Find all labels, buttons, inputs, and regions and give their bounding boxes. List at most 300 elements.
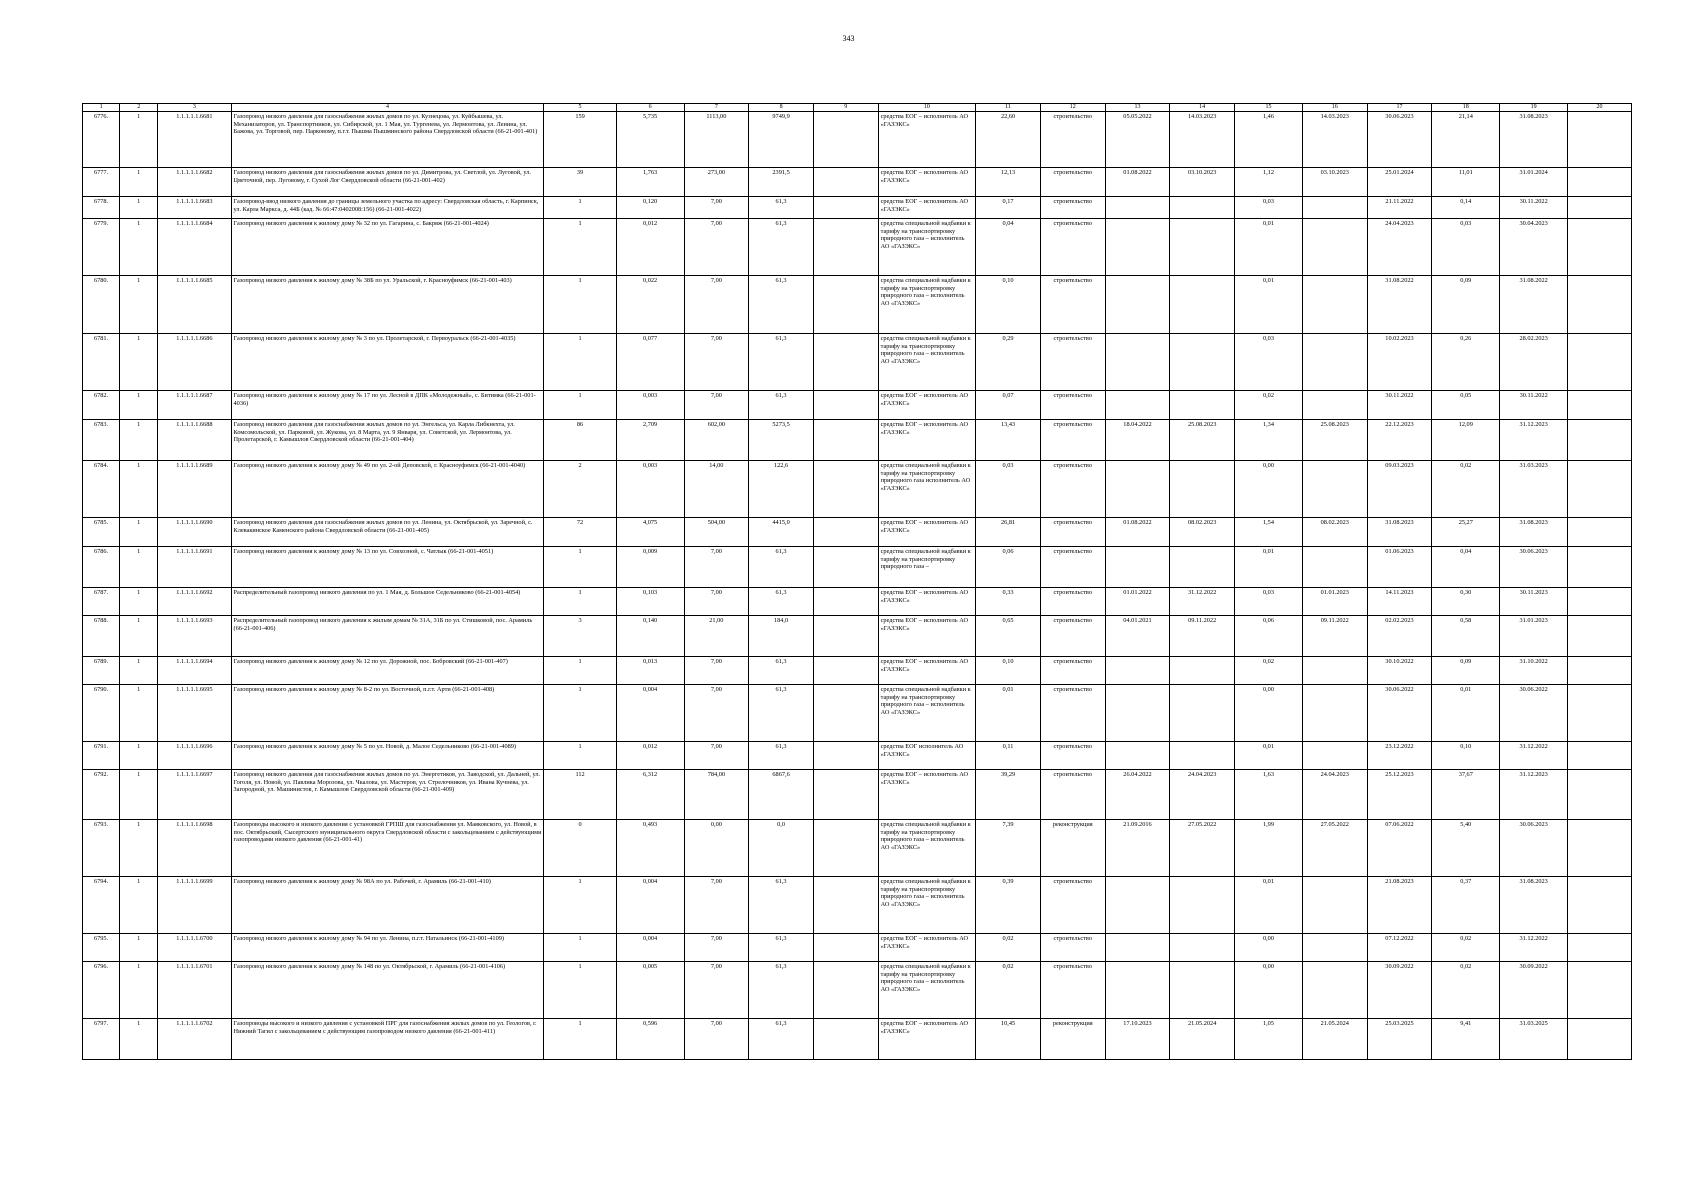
table-cell: 1.1.1.1.1.6692: [158, 588, 231, 616]
table-cell: 0,02: [1235, 391, 1303, 420]
table-cell: 0,022: [616, 276, 684, 334]
table-cell: 6794.: [83, 877, 120, 934]
table-cell: [1568, 588, 1632, 616]
table-cell: 39: [544, 168, 616, 197]
column-number: 4: [231, 104, 544, 112]
table-cell: 30.06.2023: [1367, 112, 1432, 168]
table-cell: строительство: [1040, 391, 1105, 420]
table-cell: 31.01.2024: [1500, 168, 1568, 197]
table-cell: 11,01: [1432, 168, 1500, 197]
table-cell: Газопровод низкого давления к жилому дому № 13 по ул. Совхозной, с. Чатлык (66-21-001-4051): [231, 547, 544, 588]
table-cell: 31.08.2023: [1367, 518, 1432, 547]
table-cell: 0,004: [616, 877, 684, 934]
column-number: 11: [976, 104, 1041, 112]
table-cell: 6792.: [83, 770, 120, 820]
table-cell: 1.1.1.1.1.6697: [158, 770, 231, 820]
table-cell: 09.03.2023: [1367, 461, 1432, 518]
table-cell: 1: [544, 877, 616, 934]
table-cell: 1.1.1.1.1.6693: [158, 616, 231, 657]
table-cell: 0,01: [1235, 742, 1303, 770]
table-cell: 24.04.2023: [1302, 770, 1367, 820]
table-cell: [1105, 391, 1170, 420]
table-cell: [1302, 547, 1367, 588]
table-cell: 0,03: [976, 461, 1041, 518]
table-cell: [813, 168, 878, 197]
table-cell: средства специальной надбавки к тарифу на транспортировку природного газа – исполнитель АО «ГАЗЭКС»: [878, 877, 976, 934]
table-cell: средства специальной надбавки к тарифу на транспортировку природного газа – исполнитель АО «ГАЗЭКС»: [878, 685, 976, 742]
table-cell: [1170, 962, 1235, 1019]
table-cell: 0,14: [1432, 197, 1500, 219]
table-cell: 24.04.2023: [1170, 770, 1235, 820]
table-cell: 1: [544, 588, 616, 616]
table-cell: 6793.: [83, 820, 120, 877]
table-cell: [1568, 616, 1632, 657]
table-row: [83, 518, 1632, 547]
table-cell: 26,81: [976, 518, 1041, 547]
table-cell: 5,40: [1432, 820, 1500, 877]
table-cell: [1568, 197, 1632, 219]
table-cell: Газопровод низкого давления к жилому дому № 12 по ул. Дорожной, пос. Бобровский (66-21-001-407): [231, 657, 544, 685]
table-cell: средства ЕОГ – исполнитель АО «ГАЗЭКС»: [878, 197, 976, 219]
table-cell: [813, 588, 878, 616]
table-cell: 1,763: [616, 168, 684, 197]
table-cell: строительство: [1040, 420, 1105, 461]
table-cell: [1170, 742, 1235, 770]
table-cell: Газопровод низкого давления к жилому дому № 32 по ул. Гагарина, с. Бакряж (66-21-001-4024): [231, 219, 544, 276]
table-cell: [1302, 742, 1367, 770]
table-cell: [813, 420, 878, 461]
table-cell: 6783.: [83, 420, 120, 461]
table-cell: 6782.: [83, 391, 120, 420]
table-cell: 1,54: [1235, 518, 1303, 547]
table-cell: 6,312: [616, 770, 684, 820]
table-cell: 14,00: [684, 461, 749, 518]
table-cell: [1568, 877, 1632, 934]
table-cell: 1: [120, 518, 158, 547]
table-cell: 7,39: [976, 820, 1041, 877]
table-cell: 602,00: [684, 420, 749, 461]
table-cell: 1,99: [1235, 820, 1303, 877]
table-cell: [1568, 685, 1632, 742]
table-cell: 0,09: [1432, 657, 1500, 685]
table-cell: 1.1.1.1.1.6685: [158, 276, 231, 334]
table-cell: средства специальной надбавки к тарифу на транспортировку природного газа – исполнитель АО «ГАЗЭКС»: [878, 820, 976, 877]
table-row: [83, 276, 1632, 334]
table-cell: [1568, 1019, 1632, 1060]
table-cell: строительство: [1040, 877, 1105, 934]
table-cell: 30.10.2022: [1367, 657, 1432, 685]
table-cell: 0,596: [616, 1019, 684, 1060]
table-cell: 0,00: [684, 820, 749, 877]
table-cell: 6797.: [83, 1019, 120, 1060]
table-cell: 159: [544, 112, 616, 168]
table-cell: 1: [120, 962, 158, 1019]
table-cell: средства ЕОГ – исполнитель АО «ГАЗЭКС»: [878, 657, 976, 685]
table-cell: [1568, 276, 1632, 334]
table-cell: строительство: [1040, 962, 1105, 1019]
table-cell: 03.10.2023: [1170, 168, 1235, 197]
table-cell: 0,65: [976, 616, 1041, 657]
table-cell: 0,00: [1235, 934, 1303, 962]
table-cell: 6776.: [83, 112, 120, 168]
table-cell: 0,33: [976, 588, 1041, 616]
table-cell: 1: [544, 219, 616, 276]
column-number: 9: [813, 104, 878, 112]
table-cell: строительство: [1040, 742, 1105, 770]
table-cell: 1.1.1.1.1.6683: [158, 197, 231, 219]
table-cell: 18.04.2022: [1105, 420, 1170, 461]
table-cell: [813, 547, 878, 588]
table-cell: 23.12.2022: [1367, 742, 1432, 770]
table-cell: 1.1.1.1.1.6695: [158, 685, 231, 742]
table-cell: [813, 518, 878, 547]
table-cell: 0,04: [976, 219, 1041, 276]
table-cell: [1568, 391, 1632, 420]
table-cell: 1: [544, 962, 616, 1019]
table-cell: 6796.: [83, 962, 120, 1019]
table-cell: Газопровод низкого давления для газоснабжения жилых домов по ул. Энергетиков, ул. Заводской, ул. Дальней, ул. Гоголя, ул. Новой, ул. Павлика Морозова, ул. Чкалова, ул. Мастеров, ул. Стрелочников, ул. Ивана Кучнева, ул. Загородной, ул. Машинистов, г. Камышлов Свердловской области (66-21-001-409): [231, 770, 544, 820]
table-cell: 6781.: [83, 334, 120, 391]
table-cell: Газопровод низкого давления к жилому дому № 38Б по ул. Уральской, г. Красноуфимск (66-21-001-403): [231, 276, 544, 334]
table-cell: 30.09.2022: [1367, 962, 1432, 1019]
table-cell: [1105, 657, 1170, 685]
table-cell: 30.06.2023: [1500, 547, 1568, 588]
table-cell: 0,012: [616, 742, 684, 770]
table-cell: [1170, 877, 1235, 934]
table-cell: 1: [120, 877, 158, 934]
column-number: 3: [158, 104, 231, 112]
table-cell: Газопровод низкого давления к жилому дому № 98А по ул. Рабочей, г. Арамиль (66-21-001-410): [231, 877, 544, 934]
table-cell: строительство: [1040, 112, 1105, 168]
table-cell: [813, 197, 878, 219]
table-cell: [1568, 547, 1632, 588]
table-cell: [1170, 934, 1235, 962]
table-cell: [1170, 276, 1235, 334]
table-cell: 31.03.2025: [1500, 1019, 1568, 1060]
table-cell: строительство: [1040, 276, 1105, 334]
table-cell: 25.01.2024: [1367, 168, 1432, 197]
table-cell: 14.03.2023: [1170, 112, 1235, 168]
table-cell: 0,06: [1235, 616, 1303, 657]
table-row: [83, 685, 1632, 742]
table-cell: [1302, 685, 1367, 742]
table-cell: 1.1.1.1.1.6694: [158, 657, 231, 685]
table-cell: 1,05: [1235, 1019, 1303, 1060]
column-number: 2: [120, 104, 158, 112]
table-cell: 0,30: [1432, 588, 1500, 616]
table-cell: 72: [544, 518, 616, 547]
table-cell: 61,3: [749, 334, 814, 391]
table-cell: средства специальной надбавки к тарифу на транспортировку природного газа – исполнитель АО «ГАЗЭКС»: [878, 276, 976, 334]
table-cell: 7,00: [684, 276, 749, 334]
table-cell: реконструкция: [1040, 1019, 1105, 1060]
table-cell: Газопровод низкого давления для газоснабжения жилых домов по ул. Энгельса, ул. Карла Либкнехта, ул. Комсомольской, ул. Парковой, ул. Жукова, ул. 8 Марта, ул. 9 Января, ул. Советской, ул. Лермонтова, ул. Пролетарской, г. Камышлов Свердловской области (66-21-001-404): [231, 420, 544, 461]
table-cell: 09.11.2022: [1170, 616, 1235, 657]
table-cell: 1: [120, 770, 158, 820]
table-cell: [1170, 219, 1235, 276]
table-cell: 6790.: [83, 685, 120, 742]
table-cell: 7,00: [684, 1019, 749, 1060]
table-cell: 6779.: [83, 219, 120, 276]
table-cell: 0,09: [1432, 276, 1500, 334]
table-cell: [813, 461, 878, 518]
table-cell: 6786.: [83, 547, 120, 588]
table-cell: 0,004: [616, 934, 684, 962]
table-cell: 31.12.2022: [1500, 742, 1568, 770]
table-cell: [1170, 461, 1235, 518]
table-cell: средства специальной надбавки к тарифу на транспортировку природного газа исполнитель АО «ГАЗЭКС»: [878, 461, 976, 518]
table-cell: 1: [120, 742, 158, 770]
table-cell: [1568, 219, 1632, 276]
table-cell: [1568, 334, 1632, 391]
column-number: 18: [1432, 104, 1500, 112]
table-cell: [813, 391, 878, 420]
table-body: [83, 104, 1632, 1060]
table-cell: [1302, 219, 1367, 276]
table-cell: 0,012: [616, 219, 684, 276]
table-cell: 21.05.2024: [1302, 1019, 1367, 1060]
table-row: [83, 219, 1632, 276]
table-cell: 1.1.1.1.1.6688: [158, 420, 231, 461]
table-row: [83, 657, 1632, 685]
table-cell: 01.06.2023: [1367, 547, 1432, 588]
table-cell: 1.1.1.1.1.6684: [158, 219, 231, 276]
table-cell: 21.09.2016: [1105, 820, 1170, 877]
table-cell: [1568, 742, 1632, 770]
table-cell: 61,3: [749, 588, 814, 616]
table-cell: 7,00: [684, 877, 749, 934]
table-cell: 7,00: [684, 334, 749, 391]
table-cell: 9749,9: [749, 112, 814, 168]
table-cell: [1568, 168, 1632, 197]
table-cell: 31.10.2022: [1500, 657, 1568, 685]
table-cell: средства ЕОГ – исполнитель АО «ГАЗЭКС»: [878, 1019, 976, 1060]
table-cell: 31.08.2023: [1500, 518, 1568, 547]
table-cell: [1302, 877, 1367, 934]
table-cell: строительство: [1040, 657, 1105, 685]
table-cell: 37,67: [1432, 770, 1500, 820]
table-cell: [1170, 334, 1235, 391]
table-cell: 504,00: [684, 518, 749, 547]
table-cell: 08.02.2023: [1170, 518, 1235, 547]
table-cell: 3: [544, 616, 616, 657]
table-cell: 1: [544, 197, 616, 219]
table-cell: средства специальной надбавки к тарифу на транспортировку природного газа – исполнитель АО «ГАЗЭКС»: [878, 219, 976, 276]
table-cell: 13,43: [976, 420, 1041, 461]
table-cell: 2: [544, 461, 616, 518]
table-cell: 1.1.1.1.1.6690: [158, 518, 231, 547]
table-cell: 31.03.2023: [1500, 461, 1568, 518]
table-row: [83, 877, 1632, 934]
table-cell: 61,3: [749, 219, 814, 276]
table-cell: 0,02: [1432, 962, 1500, 1019]
table-row: [83, 616, 1632, 657]
table-cell: 0,103: [616, 588, 684, 616]
table-cell: [813, 770, 878, 820]
table-cell: [1170, 685, 1235, 742]
table-cell: строительство: [1040, 197, 1105, 219]
column-number: 15: [1235, 104, 1303, 112]
table-cell: 1.1.1.1.1.6700: [158, 934, 231, 962]
table-cell: средства ЕОГ – исполнитель АО «ГАЗЭКС»: [878, 420, 976, 461]
table-cell: 27.05.2022: [1170, 820, 1235, 877]
table-cell: 9,41: [1432, 1019, 1500, 1060]
table-cell: 0,02: [1235, 657, 1303, 685]
table-cell: 0,02: [976, 934, 1041, 962]
table-cell: [1105, 219, 1170, 276]
table-cell: 6784.: [83, 461, 120, 518]
column-number: 17: [1367, 104, 1432, 112]
table-cell: 0: [544, 820, 616, 877]
table-cell: 7,00: [684, 391, 749, 420]
table-cell: 1.1.1.1.1.6701: [158, 962, 231, 1019]
table-cell: 0,493: [616, 820, 684, 877]
table-cell: 1.1.1.1.1.6687: [158, 391, 231, 420]
table-cell: [1105, 934, 1170, 962]
table-row: [83, 112, 1632, 168]
table-cell: Газопровод низкого давления к жилому дому № 94 по ул. Ленина, п.г.т. Натальинск (66-21-001-4109): [231, 934, 544, 962]
table-cell: 0,10: [1432, 742, 1500, 770]
table-cell: 0,140: [616, 616, 684, 657]
table-cell: 21.05.2024: [1170, 1019, 1235, 1060]
table-cell: 0,03: [1235, 588, 1303, 616]
table-cell: [1302, 461, 1367, 518]
table-cell: 39,29: [976, 770, 1041, 820]
table-cell: [1302, 391, 1367, 420]
table-cell: Газопровод низкого давления к жилому дому № 49 по ул. 2-ой Деповской, г. Красноуфимск (66-21-001-4040): [231, 461, 544, 518]
table-cell: [1105, 461, 1170, 518]
table-cell: [813, 219, 878, 276]
table-cell: 0,10: [976, 276, 1041, 334]
table-cell: 61,3: [749, 962, 814, 1019]
table-cell: 26.04.2022: [1105, 770, 1170, 820]
table-cell: Газопроводы высокого и низкого давления с установкой ПРГ для газоснабжения жилых домов по ул. Геологов, г. Нижний Тагил с закольцеванием с действующим газопроводом низкого давления (66-21-001-411): [231, 1019, 544, 1060]
table-cell: 1: [120, 334, 158, 391]
table-cell: 1: [120, 197, 158, 219]
table-cell: 0,03: [1235, 197, 1303, 219]
table-cell: 784,00: [684, 770, 749, 820]
table-cell: 6867,6: [749, 770, 814, 820]
table-cell: 22.12.2023: [1367, 420, 1432, 461]
table-cell: 122,6: [749, 461, 814, 518]
table-cell: [1568, 770, 1632, 820]
table-cell: 10.02.2023: [1367, 334, 1432, 391]
table-cell: 1,46: [1235, 112, 1303, 168]
table-cell: 1: [120, 934, 158, 962]
table-cell: 1: [544, 934, 616, 962]
table-cell: 86: [544, 420, 616, 461]
table-cell: 0,03: [1235, 334, 1303, 391]
table-cell: [1302, 934, 1367, 962]
table-cell: 10,45: [976, 1019, 1041, 1060]
table-cell: [1105, 962, 1170, 1019]
table-cell: 30.11.2022: [1367, 391, 1432, 420]
table-cell: 09.11.2022: [1302, 616, 1367, 657]
table-cell: 02.02.2023: [1367, 616, 1432, 657]
table-cell: [1105, 685, 1170, 742]
table-cell: [1302, 276, 1367, 334]
table-cell: 7,00: [684, 742, 749, 770]
table-cell: 4,075: [616, 518, 684, 547]
table-cell: 1: [120, 219, 158, 276]
table-cell: 0,00: [1235, 685, 1303, 742]
table-cell: 0,26: [1432, 334, 1500, 391]
table-cell: 30.06.2022: [1367, 685, 1432, 742]
table-cell: 1: [120, 616, 158, 657]
table-cell: 0,58: [1432, 616, 1500, 657]
table-cell: 31.01.2023: [1500, 616, 1568, 657]
table-cell: 1: [120, 820, 158, 877]
table-row: [83, 197, 1632, 219]
table-cell: 03.10.2023: [1302, 168, 1367, 197]
table-cell: [1170, 197, 1235, 219]
table-cell: 0,17: [976, 197, 1041, 219]
table-cell: [813, 877, 878, 934]
table-cell: [1105, 334, 1170, 391]
table-cell: 31.08.2022: [1500, 276, 1568, 334]
table-cell: строительство: [1040, 685, 1105, 742]
table-cell: 61,3: [749, 547, 814, 588]
table-cell: Газопровод низкого давления для газоснабжения жилых домов по ул. Кузнецова, ул. Куйбышева, ул. Механизаторов, ул. Транспортников, ул. Сибирской, ул. 1 Мая, ул. Тургенева, ул. Лермонтова, ул. Ленина, ул. Бажова, ул. Торговой, пер. Парковому, п.г.т. Пышма Пышминского района Свердловской области (66-21-001-401): [231, 112, 544, 168]
table-row: [83, 168, 1632, 197]
table-cell: 184,0: [749, 616, 814, 657]
table-row: [83, 420, 1632, 461]
table-cell: [1568, 934, 1632, 962]
table-cell: 0,003: [616, 461, 684, 518]
table-cell: 6789.: [83, 657, 120, 685]
table-cell: 31.08.2023: [1500, 877, 1568, 934]
table-cell: средства ЕОГ – исполнитель АО «ГАЗЭКС»: [878, 616, 976, 657]
table-cell: [1568, 112, 1632, 168]
table-cell: 0,01: [1235, 547, 1303, 588]
table-cell: 01.08.2022: [1105, 518, 1170, 547]
table-cell: Газопровод низкого давления к жилому дому № 17 по ул. Лесной в ДПК «Молодежный», с. Битимка (66-21-001-4036): [231, 391, 544, 420]
table-cell: 0,01: [1432, 685, 1500, 742]
projects-table: [82, 103, 1632, 1060]
table-cell: 7,00: [684, 934, 749, 962]
table-cell: Газопроводы высокого и низкого давления с установкой ГРПШ для газоснабжения ул. Маяковского, ул. Новой, в пос. Октябрьский, Сысертского муниципального округа Свердловской области с закольцеванием с действующими газопроводами низкого давления (66-21-001-41): [231, 820, 544, 877]
table-cell: [813, 276, 878, 334]
table-cell: 21.08.2023: [1367, 877, 1432, 934]
table-cell: строительство: [1040, 770, 1105, 820]
column-number: 19: [1500, 104, 1568, 112]
table-cell: 1.1.1.1.1.6691: [158, 547, 231, 588]
table-cell: реконструкция: [1040, 820, 1105, 877]
table-cell: 61,3: [749, 391, 814, 420]
table-cell: 1.1.1.1.1.6698: [158, 820, 231, 877]
table-cell: 0,01: [1235, 877, 1303, 934]
table-cell: 21,14: [1432, 112, 1500, 168]
table-cell: Газопровод низкого давления к жилому дому № 8-2 по ул. Восточной, п.г.т. Арти (66-21-001-408): [231, 685, 544, 742]
table-cell: средства специальной надбавки к тарифу на транспортировку природного газа –: [878, 547, 976, 588]
column-number: 8: [749, 104, 814, 112]
table-cell: 1.1.1.1.1.6689: [158, 461, 231, 518]
table-cell: [1105, 547, 1170, 588]
table-cell: 21.11.2022: [1367, 197, 1432, 219]
table-cell: [813, 962, 878, 1019]
table-cell: [1170, 391, 1235, 420]
table-cell: 1: [120, 657, 158, 685]
table-cell: Газопровод-ввод низкого давления до границы земельного участка по адресу: Свердловская область, г. Карпинск, ул. Карла Маркса, д. 44Б (кад. № 66:47:0402008:156) (66-21-001-4022): [231, 197, 544, 219]
column-number: 10: [878, 104, 976, 112]
table-cell: 0,120: [616, 197, 684, 219]
table-cell: 31.12.2022: [1170, 588, 1235, 616]
table-cell: [813, 616, 878, 657]
table-cell: 27.05.2022: [1302, 820, 1367, 877]
table-cell: средства ЕОГ – исполнитель АО «ГАЗЭКС»: [878, 770, 976, 820]
table-cell: 0,39: [976, 877, 1041, 934]
table-cell: 0,013: [616, 657, 684, 685]
